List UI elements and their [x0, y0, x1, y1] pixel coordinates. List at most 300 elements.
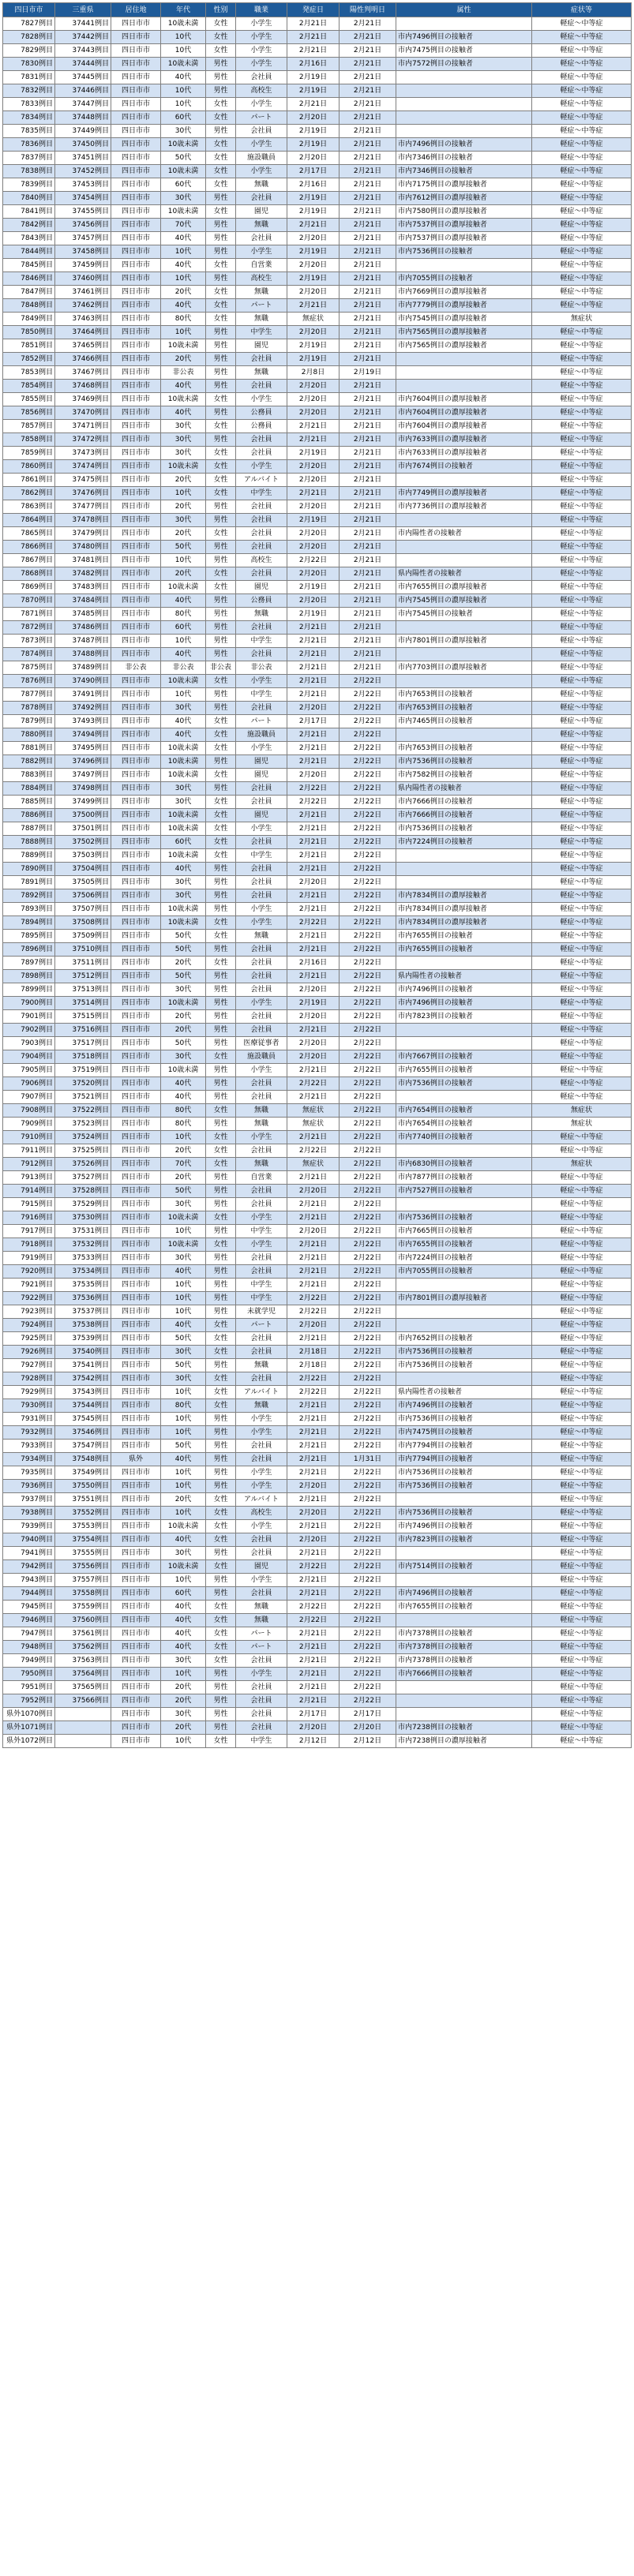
table-row: [3, 138, 632, 152]
cell-sex: 男性: [206, 125, 236, 138]
cell-prefecture-number: 37554例目: [55, 1533, 111, 1547]
cell-positive-date: 2月21日: [340, 326, 396, 339]
cell-onset-date: 2月21日: [287, 420, 340, 433]
cell-attribute: 市内7238例目の接触者: [396, 1721, 532, 1735]
cell-occupation: 施設職員: [236, 152, 287, 165]
cell-sex: 女性: [206, 1641, 236, 1654]
cell-age: 30代: [161, 796, 206, 809]
cell-sex: 男性: [206, 1708, 236, 1721]
cell-symptoms: 軽症～中等症: [532, 608, 632, 621]
cell-occupation: 小学生: [236, 1131, 287, 1144]
cell-attribute: 市内7545例目の濃厚接触者: [396, 313, 532, 326]
cell-city-number: 7870例目: [3, 594, 55, 608]
table-row: [3, 608, 632, 621]
cell-residence: 四日市市: [111, 245, 161, 259]
cell-onset-date: 2月20日: [287, 702, 340, 715]
cell-prefecture-number: 37495例目: [55, 742, 111, 755]
cell-positive-date: 2月21日: [340, 420, 396, 433]
table-row: [3, 1533, 632, 1547]
cell-occupation: 会社員: [236, 702, 287, 715]
cell-onset-date: 2月21日: [287, 742, 340, 755]
cell-occupation: 小学生: [236, 675, 287, 688]
cell-prefecture-number: 37491例目: [55, 688, 111, 702]
cell-onset-date: 無症状: [287, 1104, 340, 1118]
cell-sex: 男性: [206, 1279, 236, 1292]
cell-occupation: 会社員: [236, 1681, 287, 1694]
cell-residence: 四日市市: [111, 809, 161, 822]
cell-symptoms: 軽症～中等症: [532, 380, 632, 393]
cell-residence: 四日市市: [111, 648, 161, 661]
cell-prefecture-number: 37480例目: [55, 541, 111, 554]
cell-city-number: 7909例目: [3, 1118, 55, 1131]
cell-attribute: [396, 98, 532, 111]
cell-symptoms: 軽症～中等症: [532, 1144, 632, 1158]
cell-sex: 男性: [206, 1305, 236, 1319]
cell-occupation: 会社員: [236, 447, 287, 460]
cell-residence: 四日市市: [111, 621, 161, 635]
cell-attribute: [396, 1091, 532, 1104]
cell-age: 10歳未満: [161, 460, 206, 474]
cell-prefecture-number: 37477例目: [55, 500, 111, 514]
table-row: [3, 44, 632, 58]
cell-positive-date: 2月21日: [340, 165, 396, 178]
cell-onset-date: 2月21日: [287, 836, 340, 849]
cell-prefecture-number: 37550例目: [55, 1480, 111, 1493]
cell-positive-date: 2月22日: [340, 1238, 396, 1252]
cell-positive-date: 2月21日: [340, 514, 396, 527]
table-row: [3, 339, 632, 353]
cell-prefecture-number: 37459例目: [55, 259, 111, 272]
cell-onset-date: 2月22日: [287, 554, 340, 567]
table-row: [3, 728, 632, 742]
cell-sex: 男性: [206, 1091, 236, 1104]
cell-city-number: 7885例目: [3, 796, 55, 809]
cell-attribute: [396, 84, 532, 98]
cell-residence: 四日市市: [111, 567, 161, 581]
table-row: [3, 1091, 632, 1104]
cell-age: 40代: [161, 1627, 206, 1641]
cell-city-number: 7949例目: [3, 1654, 55, 1668]
cell-onset-date: 2月21日: [287, 1238, 340, 1252]
cell-occupation: 会社員: [236, 1265, 287, 1279]
cell-prefecture-number: 37453例目: [55, 178, 111, 192]
cell-attribute: [396, 353, 532, 366]
cell-sex: 男性: [206, 1185, 236, 1198]
cell-sex: 男性: [206, 755, 236, 769]
cell-attribute: 市内7378例目の接触者: [396, 1627, 532, 1641]
cell-residence: 四日市市: [111, 1372, 161, 1386]
cell-onset-date: 2月20日: [287, 1507, 340, 1520]
cell-residence: 四日市市: [111, 1627, 161, 1641]
cell-symptoms: 軽症～中等症: [532, 541, 632, 554]
cell-attribute: 市内7582例目の接触者: [396, 769, 532, 782]
table-row: [3, 809, 632, 822]
cell-sex: 女性: [206, 393, 236, 406]
cell-age: 10歳未満: [161, 675, 206, 688]
cell-occupation: 会社員: [236, 1372, 287, 1386]
cell-positive-date: 2月21日: [340, 474, 396, 487]
cell-attribute: 市内7653例目の接触者: [396, 702, 532, 715]
cell-attribute: [396, 71, 532, 84]
cell-positive-date: 2月21日: [340, 594, 396, 608]
table-row: [3, 889, 632, 903]
cell-occupation: 小学生: [236, 903, 287, 916]
cell-age: 50代: [161, 1359, 206, 1372]
cell-attribute: 市内7514例目の接触者: [396, 1560, 532, 1574]
cell-prefecture-number: 37499例目: [55, 796, 111, 809]
cell-residence: 四日市市: [111, 1560, 161, 1574]
table-row: [3, 71, 632, 84]
cell-age: 80代: [161, 1399, 206, 1413]
cell-positive-date: 2月22日: [340, 1024, 396, 1037]
cell-occupation: 会社員: [236, 863, 287, 876]
cell-age: 10歳未満: [161, 1560, 206, 1574]
cell-occupation: パート: [236, 1319, 287, 1332]
cell-city-number: 7882例目: [3, 755, 55, 769]
cell-symptoms: 軽症～中等症: [532, 353, 632, 366]
cell-residence: 四日市市: [111, 1641, 161, 1654]
cell-sex: 男性: [206, 1694, 236, 1708]
cell-prefecture-number: 37520例目: [55, 1077, 111, 1091]
cell-prefecture-number: 37549例目: [55, 1466, 111, 1480]
cell-residence: 四日市市: [111, 111, 161, 125]
cell-positive-date: 2月21日: [340, 393, 396, 406]
cell-age: 10歳未満: [161, 903, 206, 916]
cell-city-number: 7905例目: [3, 1064, 55, 1077]
cell-city-number: 7891例目: [3, 876, 55, 889]
col-header-age: 年代: [161, 3, 206, 17]
cell-residence: 四日市市: [111, 219, 161, 232]
table-row: [3, 876, 632, 889]
cell-residence: 四日市市: [111, 930, 161, 943]
cell-residence: 四日市市: [111, 1346, 161, 1359]
table-row: [3, 58, 632, 71]
cell-symptoms: 軽症～中等症: [532, 1386, 632, 1399]
table-row: [3, 957, 632, 970]
cell-occupation: 会社員: [236, 943, 287, 957]
cell-age: 10歳未満: [161, 742, 206, 755]
cell-prefecture-number: 37534例目: [55, 1265, 111, 1279]
cell-positive-date: 2月22日: [340, 1359, 396, 1372]
cell-positive-date: 2月21日: [340, 648, 396, 661]
cell-occupation: 無職: [236, 219, 287, 232]
cell-age: 40代: [161, 1319, 206, 1332]
cell-positive-date: 2月22日: [340, 1627, 396, 1641]
cell-symptoms: 軽症～中等症: [532, 822, 632, 836]
cell-prefecture-number: 37544例目: [55, 1399, 111, 1413]
cell-symptoms: 軽症～中等症: [532, 702, 632, 715]
cell-prefecture-number: 37487例目: [55, 635, 111, 648]
table-row: [3, 1024, 632, 1037]
cell-city-number: 7893例目: [3, 903, 55, 916]
cell-prefecture-number: 37445例目: [55, 71, 111, 84]
cell-attribute: 市内7666例目の接触者: [396, 796, 532, 809]
cell-symptoms: 軽症～中等症: [532, 916, 632, 930]
cell-city-number: 7872例目: [3, 621, 55, 635]
cell-residence: 四日市市: [111, 380, 161, 393]
cell-residence: 四日市市: [111, 1507, 161, 1520]
cell-occupation: 会社員: [236, 1547, 287, 1560]
cell-attribute: 市内7527例目の接触者: [396, 1185, 532, 1198]
cell-positive-date: 2月21日: [340, 621, 396, 635]
cell-symptoms: 軽症～中等症: [532, 299, 632, 313]
cell-prefecture-number: 37561例目: [55, 1627, 111, 1641]
cell-sex: 男性: [206, 1265, 236, 1279]
cell-sex: 女性: [206, 178, 236, 192]
cell-occupation: 会社員: [236, 970, 287, 983]
cell-occupation: 無職: [236, 930, 287, 943]
cell-attribute: 市内7604例目の濃厚接触者: [396, 420, 532, 433]
cell-age: 40代: [161, 1533, 206, 1547]
cell-city-number: 7913例目: [3, 1171, 55, 1185]
cell-sex: 男性: [206, 621, 236, 635]
cell-onset-date: 2月19日: [287, 205, 340, 219]
cell-positive-date: 2月22日: [340, 1399, 396, 1413]
cell-residence: 四日市市: [111, 1091, 161, 1104]
cell-onset-date: 2月19日: [287, 339, 340, 353]
cell-onset-date: 2月19日: [287, 71, 340, 84]
cell-occupation: 小学生: [236, 44, 287, 58]
cell-onset-date: 2月21日: [287, 1520, 340, 1533]
cell-city-number: 7942例目: [3, 1560, 55, 1574]
cell-symptoms: 軽症～中等症: [532, 1279, 632, 1292]
cell-prefecture-number: 37542例目: [55, 1372, 111, 1386]
cell-age: 40代: [161, 715, 206, 728]
cell-age: 10代: [161, 326, 206, 339]
cell-prefecture-number: 37526例目: [55, 1158, 111, 1171]
cell-age: 60代: [161, 178, 206, 192]
cell-residence: 四日市市: [111, 889, 161, 903]
cell-city-number: 7859例目: [3, 447, 55, 460]
cell-age: 20代: [161, 286, 206, 299]
cell-city-number: 7898例目: [3, 970, 55, 983]
cell-prefecture-number: 37500例目: [55, 809, 111, 822]
table-row: [3, 1641, 632, 1654]
table-row: [3, 903, 632, 916]
cell-occupation: 小学生: [236, 58, 287, 71]
cell-onset-date: 2月21日: [287, 863, 340, 876]
cell-symptoms: 軽症～中等症: [532, 755, 632, 769]
cell-occupation: 会社員: [236, 957, 287, 970]
cell-positive-date: 2月21日: [340, 71, 396, 84]
cell-attribute: 市内7654例目の接触者: [396, 1104, 532, 1118]
cell-positive-date: 2月22日: [340, 1292, 396, 1305]
cell-symptoms: 軽症～中等症: [532, 1574, 632, 1587]
cell-occupation: 会社員: [236, 500, 287, 514]
cell-city-number: 7834例目: [3, 111, 55, 125]
cell-onset-date: 2月19日: [287, 138, 340, 152]
cell-positive-date: 2月22日: [340, 903, 396, 916]
cell-positive-date: 2月22日: [340, 796, 396, 809]
table-row: [3, 1171, 632, 1185]
cell-symptoms: 軽症～中等症: [532, 84, 632, 98]
cell-positive-date: 2月21日: [340, 487, 396, 500]
cell-residence: 四日市市: [111, 326, 161, 339]
cell-age: 10代: [161, 1466, 206, 1480]
cell-sex: 男性: [206, 594, 236, 608]
cell-prefecture-number: 37484例目: [55, 594, 111, 608]
cell-attribute: [396, 1319, 532, 1332]
cell-onset-date: 2月19日: [287, 353, 340, 366]
table-row: [3, 393, 632, 406]
cell-sex: 女性: [206, 1614, 236, 1627]
cell-residence: 四日市市: [111, 1305, 161, 1319]
cell-age: 30代: [161, 420, 206, 433]
header-row: [3, 3, 632, 17]
cell-occupation: 小学生: [236, 1574, 287, 1587]
cell-occupation: 会社員: [236, 1144, 287, 1158]
table-row: [3, 1144, 632, 1158]
cell-occupation: 会社員: [236, 541, 287, 554]
cell-occupation: アルバイト: [236, 1386, 287, 1399]
cell-residence: 四日市市: [111, 500, 161, 514]
cell-symptoms: 軽症～中等症: [532, 742, 632, 755]
cell-prefecture-number: 37449例目: [55, 125, 111, 138]
cell-positive-date: 2月22日: [340, 675, 396, 688]
cell-occupation: 会社員: [236, 1010, 287, 1024]
cell-age: 10代: [161, 272, 206, 286]
cell-symptoms: 軽症～中等症: [532, 1131, 632, 1144]
cell-sex: 男性: [206, 889, 236, 903]
cell-city-number: 7919例目: [3, 1252, 55, 1265]
cell-onset-date: 2月20日: [287, 1480, 340, 1493]
cell-prefecture-number: 37469例目: [55, 393, 111, 406]
cell-positive-date: 2月22日: [340, 1587, 396, 1601]
cell-positive-date: 2月21日: [340, 259, 396, 272]
cell-symptoms: 軽症～中等症: [532, 178, 632, 192]
cell-occupation: 小学生: [236, 1211, 287, 1225]
cell-symptoms: 軽症～中等症: [532, 1560, 632, 1574]
cell-age: 40代: [161, 259, 206, 272]
cell-symptoms: 軽症～中等症: [532, 44, 632, 58]
cell-occupation: 無職: [236, 1359, 287, 1372]
cell-sex: 女性: [206, 1238, 236, 1252]
cell-city-number: 7877例目: [3, 688, 55, 702]
cell-sex: 女性: [206, 1601, 236, 1614]
cell-occupation: 会社員: [236, 192, 287, 205]
cell-city-number: 7889例目: [3, 849, 55, 863]
cell-symptoms: 軽症～中等症: [532, 903, 632, 916]
cell-occupation: 小学生: [236, 916, 287, 930]
cell-positive-date: 2月22日: [340, 1641, 396, 1654]
cell-sex: 女性: [206, 1533, 236, 1547]
cell-symptoms: 軽症～中等症: [532, 943, 632, 957]
cell-symptoms: 軽症～中等症: [532, 1466, 632, 1480]
cell-age: 10代: [161, 1131, 206, 1144]
cell-residence: 四日市市: [111, 1708, 161, 1721]
cell-positive-date: 2月22日: [340, 983, 396, 997]
cell-city-number: 7895例目: [3, 930, 55, 943]
cell-symptoms: 軽症～中等症: [532, 554, 632, 567]
cell-occupation: 会社員: [236, 1346, 287, 1359]
cell-residence: 四日市市: [111, 447, 161, 460]
cell-age: 30代: [161, 433, 206, 447]
cell-residence: 四日市市: [111, 1118, 161, 1131]
cell-age: 30代: [161, 1050, 206, 1064]
cell-attribute: 市内7536例目の接触者: [396, 1077, 532, 1091]
cell-onset-date: 2月21日: [287, 648, 340, 661]
col-header-city-number: 四日市市: [3, 3, 55, 17]
cell-city-number: 7900例目: [3, 997, 55, 1010]
cell-symptoms: 軽症～中等症: [532, 487, 632, 500]
cell-positive-date: 2月21日: [340, 567, 396, 581]
table-row: [3, 1131, 632, 1144]
cell-positive-date: 2月22日: [340, 728, 396, 742]
cell-sex: 男性: [206, 863, 236, 876]
cell-occupation: 自営業: [236, 1171, 287, 1185]
cell-city-number: 7846例目: [3, 272, 55, 286]
cell-age: 50代: [161, 943, 206, 957]
cell-onset-date: 2月21日: [287, 1426, 340, 1440]
cell-sex: 女性: [206, 675, 236, 688]
cell-age: 10代: [161, 1386, 206, 1399]
cell-attribute: [396, 474, 532, 487]
cell-symptoms: 軽症～中等症: [532, 1319, 632, 1332]
cell-occupation: 会社員: [236, 1654, 287, 1668]
cell-positive-date: 2月21日: [340, 232, 396, 245]
cell-attribute: 市内7496例目の接触者: [396, 997, 532, 1010]
cell-onset-date: 2月20日: [287, 1037, 340, 1050]
cell-symptoms: 軽症～中等症: [532, 1426, 632, 1440]
table-row: [3, 1520, 632, 1533]
table-row: [3, 742, 632, 755]
cell-occupation: パート: [236, 1641, 287, 1654]
cell-occupation: 小学生: [236, 1480, 287, 1493]
cell-sex: 女性: [206, 1493, 236, 1507]
cell-age: 10歳未満: [161, 822, 206, 836]
cell-symptoms: 軽症～中等症: [532, 635, 632, 648]
table-row: [3, 111, 632, 125]
cell-age: 10代: [161, 31, 206, 44]
cell-residence: 四日市市: [111, 339, 161, 353]
cell-sex: 男性: [206, 608, 236, 621]
table-row: [3, 675, 632, 688]
cell-symptoms: 軽症～中等症: [532, 1305, 632, 1319]
table-row: [3, 1050, 632, 1064]
cell-attribute: 市内7834例目の濃厚接触者: [396, 903, 532, 916]
cell-sex: 男性: [206, 272, 236, 286]
cell-positive-date: 2月22日: [340, 876, 396, 889]
cell-residence: 四日市市: [111, 1010, 161, 1024]
cell-age: 10代: [161, 245, 206, 259]
cell-sex: 女性: [206, 1319, 236, 1332]
cell-onset-date: 2月19日: [287, 192, 340, 205]
table-row: [3, 1305, 632, 1319]
case-table: [2, 2, 632, 1748]
cell-onset-date: 2月21日: [287, 31, 340, 44]
cell-prefecture-number: 37485例目: [55, 608, 111, 621]
table-row: [3, 1211, 632, 1225]
cell-prefecture-number: 37466例目: [55, 353, 111, 366]
cell-residence: 四日市市: [111, 98, 161, 111]
cell-age: 30代: [161, 447, 206, 460]
cell-onset-date: 2月20日: [287, 286, 340, 299]
cell-symptoms: 無症状: [532, 313, 632, 326]
table-row: [3, 514, 632, 527]
cell-sex: 女性: [206, 286, 236, 299]
cell-attribute: [396, 863, 532, 876]
cell-residence: 四日市市: [111, 1440, 161, 1453]
cell-positive-date: 2月22日: [340, 1305, 396, 1319]
cell-age: 30代: [161, 889, 206, 903]
col-header-sex: 性別: [206, 3, 236, 17]
table-row: [3, 1681, 632, 1694]
cell-occupation: 小学生: [236, 997, 287, 1010]
cell-symptoms: 軽症～中等症: [532, 688, 632, 702]
cell-residence: 四日市市: [111, 1024, 161, 1037]
cell-city-number: 7868例目: [3, 567, 55, 581]
table-row: [3, 1601, 632, 1614]
